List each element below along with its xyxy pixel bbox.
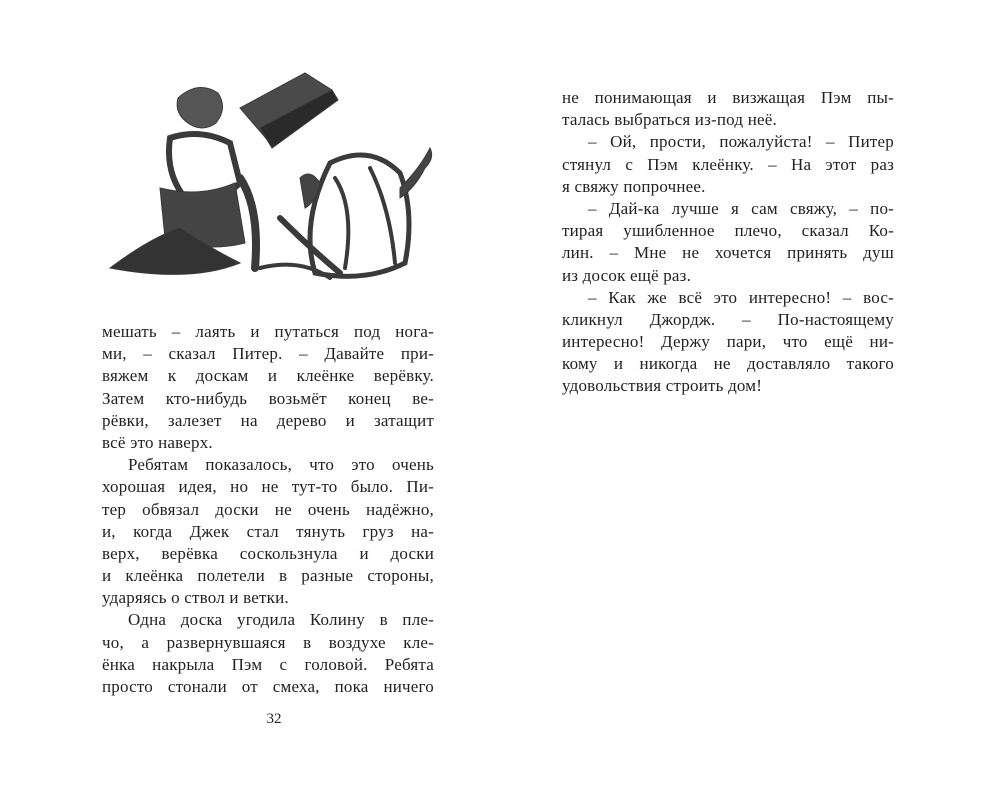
text-line: я свяжу попрочнее. (562, 176, 706, 196)
text-line: – Дай-ка лучше я сам свяжу, – по- (588, 198, 894, 218)
text-line: верх, верёвка соскользнула и доски (102, 543, 434, 563)
paragraph (562, 287, 894, 398)
text-line: ёнка накрыла Пэм с головой. Ребята (102, 654, 434, 674)
right-column-text (562, 87, 894, 398)
text-line: рёвки, залезет на дерево и затащит (102, 410, 434, 430)
text-line: ударяясь о ствол и ветки. (102, 588, 289, 608)
paragraph (562, 87, 894, 131)
text-line: хорошая идея, но не тут-то было. Пи- (102, 477, 434, 497)
left-column-text (102, 321, 434, 698)
text-line: Ребятам показалось, что это очень (128, 455, 434, 475)
paragraph (562, 131, 894, 198)
text-line: стянул с Пэм клеёнку. – На этот раз (562, 154, 894, 174)
text-line: лин. – Мне не хочется принять душ (562, 243, 894, 263)
text-line: кликнул Джордж. – По-настоящему (562, 309, 894, 329)
text-line: интересно! Держу пари, что ещё ни- (562, 332, 894, 352)
text-line: Затем кто-нибудь возьмёт конец ве- (102, 388, 434, 408)
text-line: – Ой, прости, пожалуйста! – Питер (588, 132, 894, 152)
illustration-sketch (100, 68, 450, 298)
text-line: всё это наверх. (102, 432, 213, 452)
text-line: удовольствия строить дом! (562, 376, 763, 396)
text-line: не понимающая и визжащая Пэм пы- (562, 88, 894, 107)
paragraph (102, 321, 434, 454)
paragraph (102, 454, 434, 609)
text-line: и, когда Джек стал тянуть груз на- (102, 521, 434, 541)
text-line: ми, – сказал Питер. – Давайте при- (102, 344, 434, 364)
text-line: тер обвязал доски не очень надёжно, (102, 499, 434, 519)
text-line: просто стонали от смеха, пока ничего (102, 677, 434, 696)
paragraph (102, 609, 434, 698)
boy-figure (177, 88, 222, 128)
text-line: мешать – лаять и путаться под нога- (102, 322, 434, 341)
text-line: Одна доска угодила Колину в пле- (128, 610, 434, 630)
text-line: чо, а развернувшаяся в воздухе кле- (102, 632, 434, 652)
text-line: талась выбраться из-под неё. (562, 110, 777, 130)
text-line: и клеёнка полетели в разные стороны, (102, 566, 434, 586)
text-line: из досок ещё раз. (562, 265, 692, 285)
text-line: кому и никогда не доставляло такого (562, 354, 894, 374)
page-number: 32 (266, 711, 282, 727)
text-line: – Как же всё это интересно! – вос- (588, 287, 894, 307)
paragraph (562, 198, 894, 287)
text-line: тирая ушибленное плечо, сказал Ко- (562, 221, 894, 241)
text-line: вяжем к доскам и клеёнке верёвку. (102, 366, 434, 386)
